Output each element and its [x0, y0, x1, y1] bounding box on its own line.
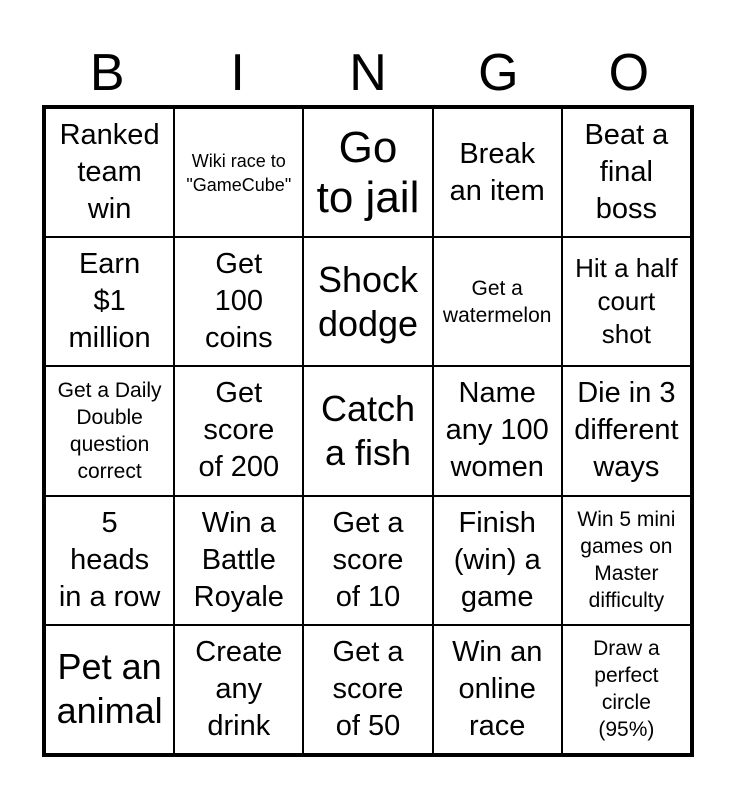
- cell-text: Die in 3 different ways: [574, 377, 679, 484]
- cell-text: Win a Battle Royale: [193, 506, 284, 613]
- bingo-cell[interactable]: [303, 237, 432, 366]
- cell-text: Go to jail: [316, 122, 420, 222]
- bingo-cell[interactable]: [45, 496, 174, 625]
- bingo-cell[interactable]: [174, 237, 303, 366]
- cell-text: Get a Daily Double question correct: [57, 378, 162, 483]
- bingo-cell[interactable]: [174, 108, 303, 237]
- cell-text: Get 100 coins: [204, 248, 273, 355]
- bingo-cell[interactable]: [174, 625, 303, 754]
- cell-text: Pet an animal: [56, 646, 163, 732]
- cell-text: Get a score of 10: [332, 506, 404, 613]
- cell-text: Finish (win) a game: [453, 506, 541, 613]
- cell-text: Get a score of 50: [332, 635, 404, 742]
- cell-text: Shock dodge: [317, 258, 419, 344]
- bingo-cell[interactable]: [562, 237, 691, 366]
- cell-text: 5 heads in a row: [58, 506, 161, 613]
- bingo-cell[interactable]: [303, 108, 432, 237]
- bingo-cell[interactable]: [174, 366, 303, 495]
- bingo-cell[interactable]: [303, 366, 432, 495]
- header-letter-o: O: [608, 44, 650, 102]
- cell-text: Create any drink: [195, 635, 283, 742]
- cell-text: Hit a half court shot: [575, 253, 678, 350]
- bingo-cell[interactable]: [433, 108, 562, 237]
- bingo-cell[interactable]: [562, 625, 691, 754]
- cell-text: Draw a perfect circle (95%): [593, 637, 660, 742]
- cell-text: Break an item: [449, 137, 545, 207]
- header-letter-g: G: [478, 44, 519, 102]
- bingo-header: [42, 42, 694, 104]
- cell-text: Name any 100 women: [445, 377, 549, 484]
- bingo-cell[interactable]: [303, 625, 432, 754]
- bingo-cell[interactable]: [433, 366, 562, 495]
- cell-text: Earn $1 million: [68, 248, 151, 355]
- bingo-cell[interactable]: [433, 496, 562, 625]
- cell-text: Win 5 mini games on Master difficulty: [577, 508, 676, 613]
- bingo-cell[interactable]: [174, 496, 303, 625]
- cell-text: Beat a final boss: [584, 119, 669, 226]
- cell-text: Ranked team win: [59, 119, 160, 226]
- bingo-cell[interactable]: [562, 366, 691, 495]
- cell-text: Catch a fish: [320, 387, 416, 473]
- bingo-cell[interactable]: [45, 237, 174, 366]
- bingo-cell[interactable]: [562, 108, 691, 237]
- cell-text: Wiki race to "GameCube": [186, 150, 292, 195]
- bingo-board: [42, 105, 694, 757]
- bingo-cell[interactable]: [433, 237, 562, 366]
- header-letter-b: B: [89, 44, 125, 102]
- header-letter-n: N: [349, 44, 387, 102]
- cell-text: Win an online race: [452, 635, 543, 742]
- cell-text: Get a watermelon: [442, 276, 552, 327]
- bingo-cell[interactable]: [45, 366, 174, 495]
- bingo-cell[interactable]: [562, 496, 691, 625]
- bingo-cell[interactable]: [303, 496, 432, 625]
- header-letter-i: I: [230, 44, 245, 102]
- bingo-cell[interactable]: [433, 625, 562, 754]
- bingo-cell[interactable]: [45, 625, 174, 754]
- cell-text: Get score of 200: [198, 377, 280, 484]
- bingo-cell[interactable]: [45, 108, 174, 237]
